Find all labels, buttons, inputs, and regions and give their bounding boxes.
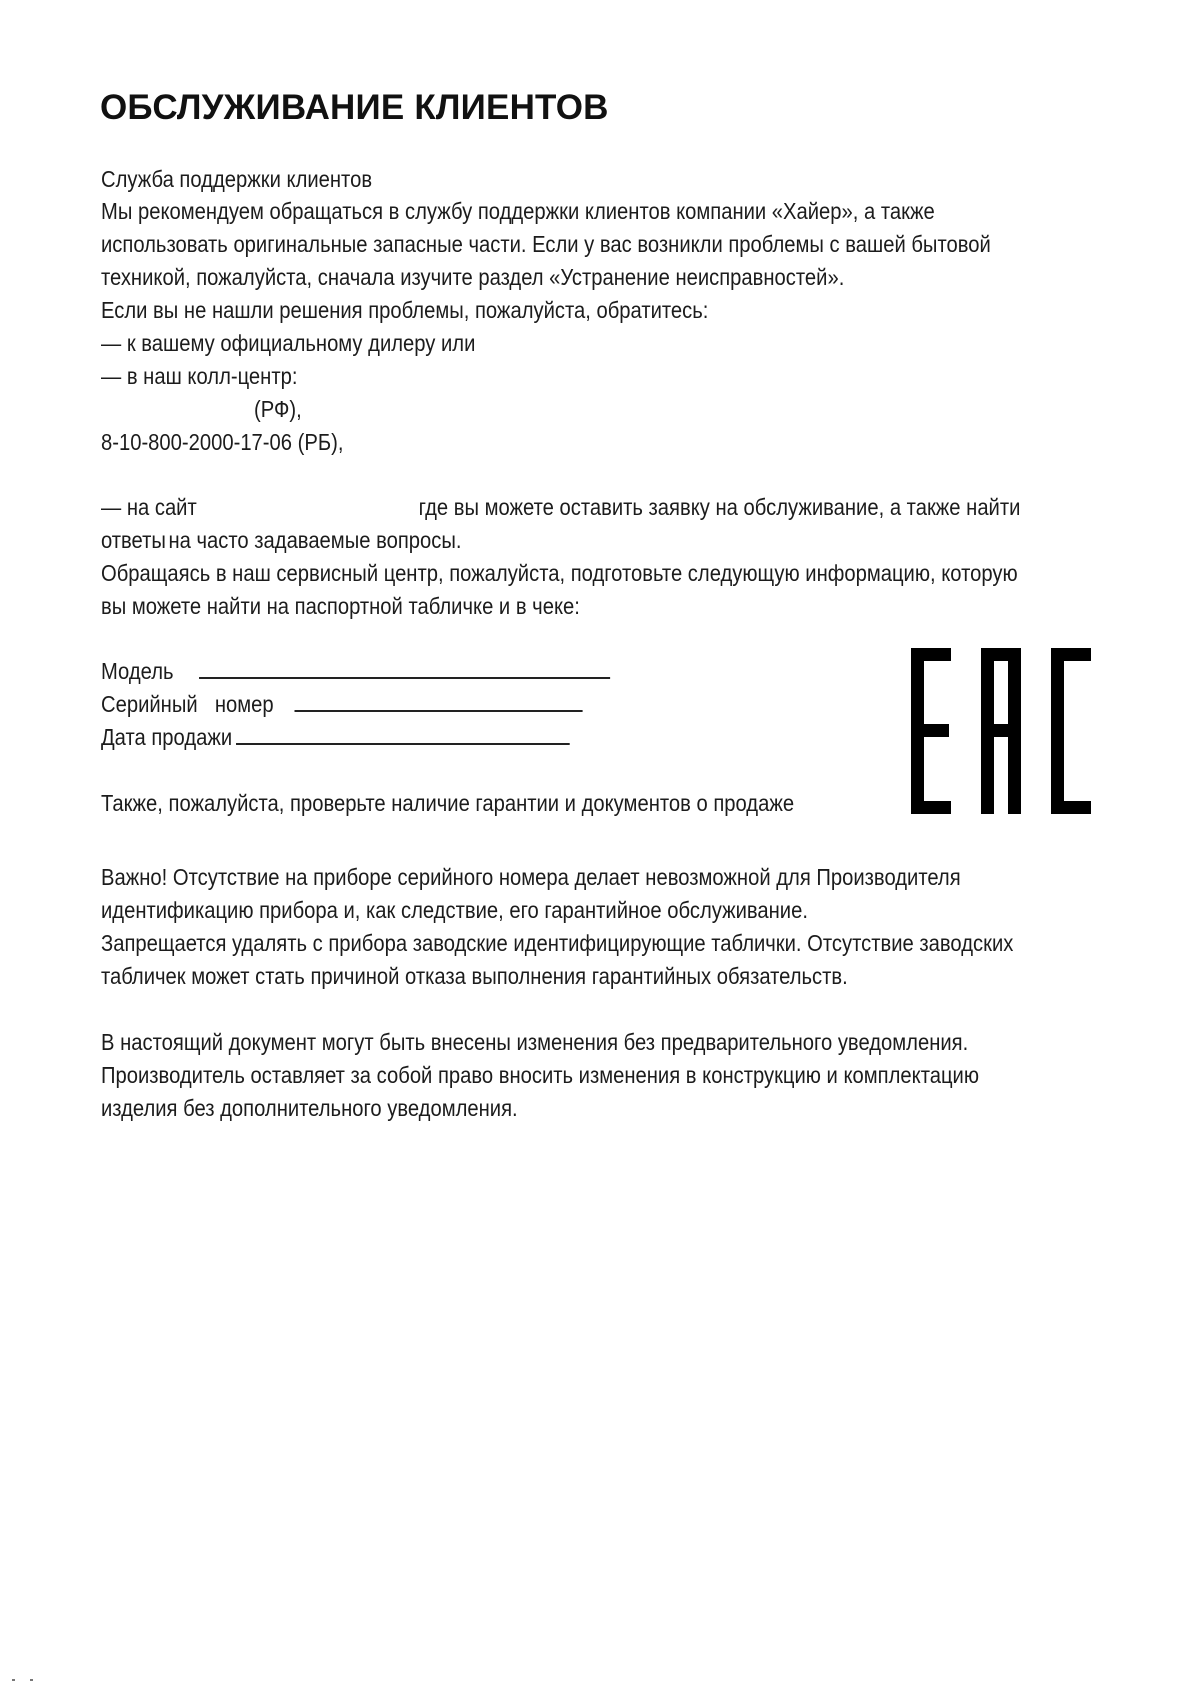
- disclaimer-line-3: изделия без дополнительного уведомления.: [101, 1095, 518, 1121]
- intro-line-3: техникой, пожалуйста, сначала изучите раздел «Устранение неисправностей».: [101, 264, 845, 290]
- prepare-line-2: вы можете найти на паспортной табличке и в чеке:: [101, 593, 580, 619]
- site-prefix: — на сайт: [101, 494, 197, 520]
- warranty-check-line: Также, пожалуйста, проверьте наличие гарантии и документов о продаже: [101, 790, 795, 816]
- model-blank-line: [199, 655, 610, 679]
- intro-line-2: использовать оригинальные запасные части. Если у вас возникли проблемы с вашей бытовой: [101, 231, 991, 257]
- important-line-3: Запрещается удалять с прибора заводские идентифицирующие таблички. Отсутствие заводских: [101, 930, 1014, 956]
- intro-line-1: Мы рекомендуем обращаться в службу поддержки клиентов компании «Хайер», а также: [101, 198, 935, 224]
- prepare-line-1: Обращаясь в наш сервисный центр, пожалуйста, подготовьте следующую информацию, которую: [101, 560, 1018, 586]
- important-line-4: табличек может стать причиной отказа выполнения гарантийных обязательств.: [101, 963, 848, 989]
- site-suffix: где вы можете оставить заявку на обслуживание, а также найти: [418, 494, 1021, 520]
- support-heading: Служба поддержки клиентов: [101, 166, 373, 192]
- serial-field: [101, 688, 582, 720]
- page-title: ОБСЛУЖИВАНИЕ КЛИЕНТОВ: [100, 88, 609, 127]
- disclaimer-line-2: Производитель оставляет за собой право вносить изменения в конструкцию и комплектацию: [101, 1062, 980, 1088]
- phone-rb: 8-10-800-2000-17-06 (РБ),: [101, 429, 344, 455]
- eac-mark-icon: [911, 648, 1091, 814]
- sale-date-label: Дата продажи: [101, 724, 233, 750]
- dealer-line: — к вашему официальному дилеру или: [101, 330, 476, 356]
- model-field: [101, 655, 610, 687]
- site-line2-a: ответы: [101, 527, 166, 553]
- important-line-2: идентификацию прибора и, как следствие, его гарантийное обслуживание.: [101, 897, 808, 923]
- scan-speck: [12, 1679, 15, 1681]
- serial-blank-line: [294, 688, 582, 712]
- serial-label-a: Серийный: [101, 691, 198, 717]
- phone-rf-suffix: (РФ),: [254, 396, 302, 422]
- callcenter-line: — в наш колл-центр:: [101, 363, 298, 389]
- site-line-1: [101, 491, 1020, 523]
- disclaimer-line-1: В настоящий документ могут быть внесены изменения без предварительного уведомления.: [101, 1029, 969, 1055]
- serial-label-b: номер: [214, 691, 274, 717]
- scan-speck: [30, 1679, 33, 1681]
- important-line-1: Важно! Отсутствие на приборе серийного номера делает невозможной для Производителя: [101, 864, 961, 890]
- site-line-2: [101, 524, 462, 556]
- model-label: Модель: [101, 658, 174, 684]
- sale-date-blank-line: [236, 721, 570, 745]
- site-line2-b: на часто задаваемые вопросы.: [168, 527, 462, 553]
- intro-line-4: Если вы не нашли решения проблемы, пожалуйста, обратитесь:: [101, 297, 709, 323]
- sale-date-field: [101, 721, 569, 753]
